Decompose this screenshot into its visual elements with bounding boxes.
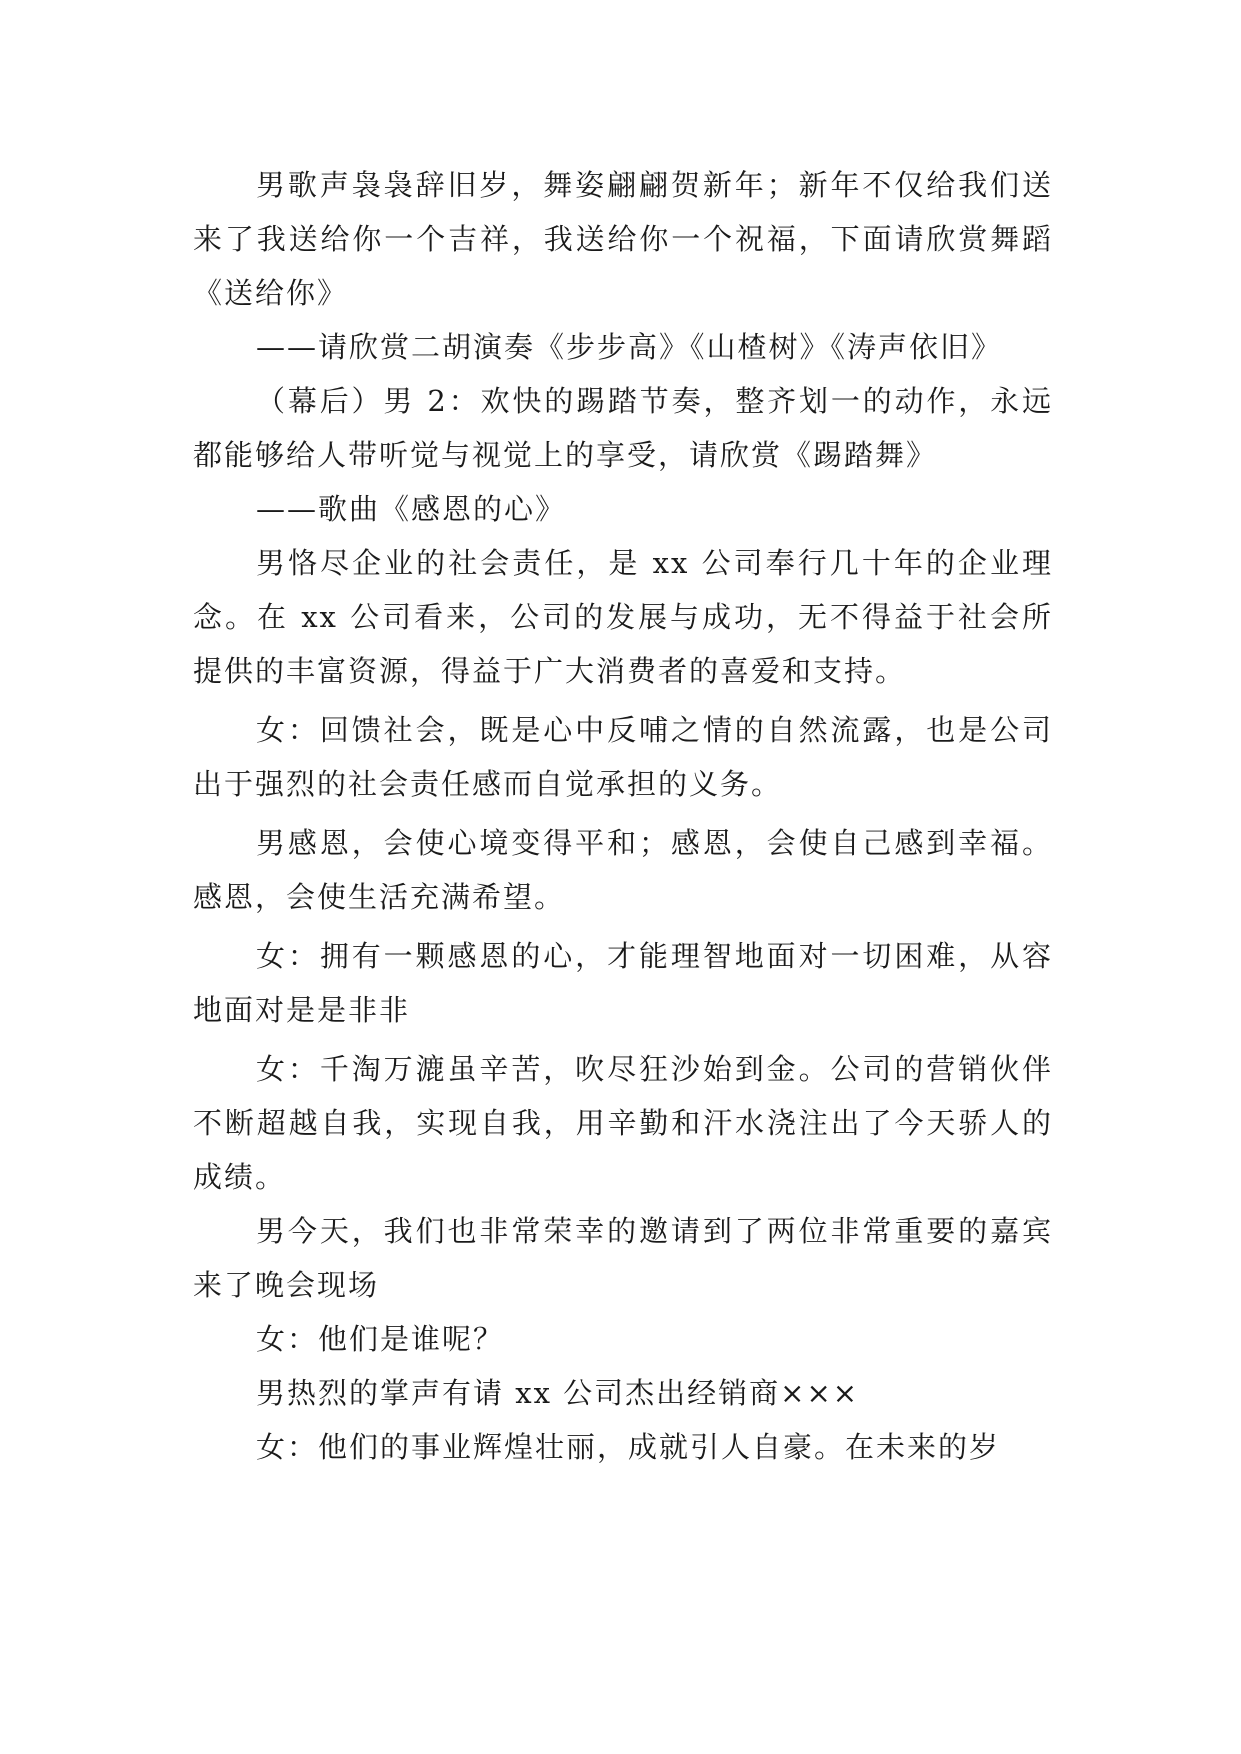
- paragraph: 女：回馈社会，既是心中反哺之情的自然流露，也是公司出于强烈的社会责任感而自觉承担的义务。: [193, 713, 1053, 801]
- paragraph: 女：千淘万漉虽辛苦，吹尽狂沙始到金。公司的营销伙伴不断超越自我，实现自我，用辛勤和汗水浇注出了今天骄人的成绩。: [193, 1052, 1053, 1194]
- paragraph: （幕后）男 2：欢快的踢踏节奏，整齐划一的动作，永远都能够给人带听觉与视觉上的享受，请欣赏《踢踏舞》: [193, 384, 1053, 472]
- paragraph: 男今天，我们也非常荣幸的邀请到了两位非常重要的嘉宾来了晚会现场: [193, 1214, 1053, 1302]
- paragraph: 女：他们的事业辉煌壮丽，成就引人自豪。在未来的岁: [256, 1430, 1001, 1464]
- paragraph: 男歌声袅袅辞旧岁，舞姿翩翩贺新年；新年不仅给我们送来了我送给你一个吉祥，我送给你一个祝福，下面请欣赏舞蹈《送给你》: [193, 168, 1053, 310]
- document-body: [193, 158, 1053, 1474]
- paragraph: 女：他们是谁呢？: [256, 1322, 505, 1356]
- paragraph: 女：拥有一颗感恩的心，才能理智地面对一切困难，从容地面对是是非非: [193, 939, 1053, 1027]
- paragraph: 男感恩，会使心境变得平和；感恩，会使自己感到幸福。感恩，会使生活充满希望。: [193, 826, 1053, 914]
- paragraph: 男热烈的掌声有请 xx 公司杰出经销商×××: [256, 1376, 860, 1410]
- paragraph: ——歌曲《感恩的心》: [256, 492, 567, 526]
- paragraph: ——请欣赏二胡演奏《步步高》《山楂树》《涛声依旧》: [256, 330, 1003, 364]
- paragraph: 男恪尽企业的社会责任，是 xx 公司奉行几十年的企业理念。在 xx 公司看来，公司的发展与成功，无不得益于社会所提供的丰富资源，得益于广大消费者的喜爱和支持。: [193, 546, 1053, 688]
